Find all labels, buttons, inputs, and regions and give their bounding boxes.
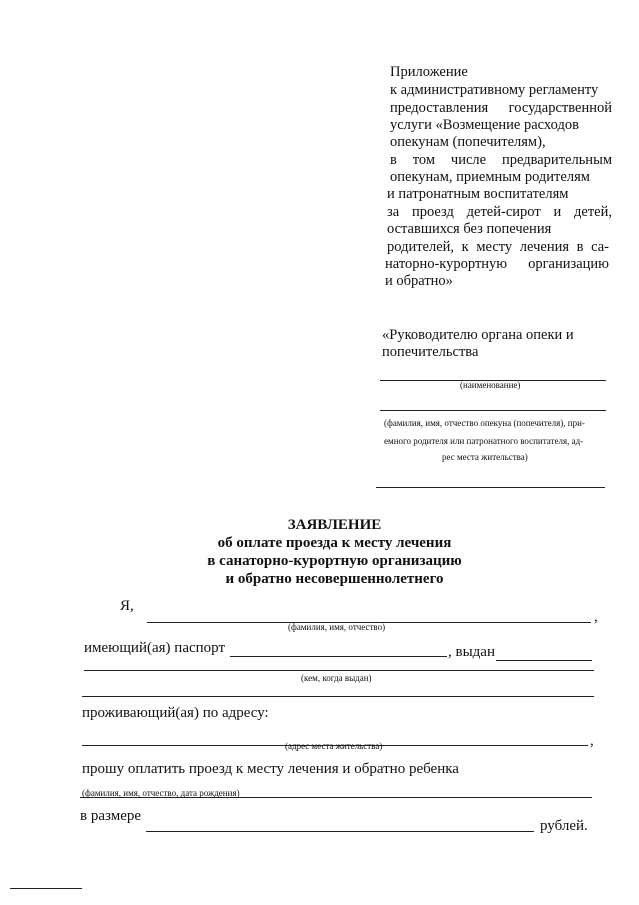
issued-label: , выдан <box>448 644 495 660</box>
request-text: прошу оплатить проезд к месту лечения и обратно ребенка <box>82 761 459 777</box>
caption-guardian: рес места жительства) <box>442 452 528 462</box>
amount-field[interactable] <box>146 831 534 832</box>
appendix-line: за проезд детей-сирот и детей, <box>387 204 612 220</box>
appendix-line: к административному регламенту <box>390 82 599 98</box>
i-label: Я, <box>120 598 134 614</box>
caption-guardian: (фамилия, имя, отчество опекуна (попечителя), при- <box>384 418 585 428</box>
appendix-line: родителей, к месту лечения в са- <box>387 239 609 255</box>
appendix-line: оставшихся без попечения <box>387 221 552 237</box>
issued-field-start[interactable] <box>496 660 592 661</box>
appendix-line: предоставления государственной <box>390 100 612 116</box>
amount-label: в размере <box>80 808 142 824</box>
currency-label: рублей. <box>540 818 588 834</box>
addressee-extra-rule <box>376 487 605 488</box>
issued-field-extra[interactable] <box>82 696 594 697</box>
passport-label: имеющий(ая) паспорт <box>84 640 226 656</box>
issued-field[interactable] <box>84 670 594 671</box>
addressee-guardian-rule <box>380 410 606 411</box>
appendix-line: услуги «Возмещение расходов <box>390 117 579 133</box>
title-line: об оплате проезда к месту лечения <box>217 535 452 551</box>
title-line: ЗАЯВЛЕНИЕ <box>287 517 382 533</box>
addressee-line: попечительства <box>382 344 479 360</box>
caption-name: (наименование) <box>460 380 521 390</box>
appendix-line: опекунам (попечителям), <box>390 134 546 150</box>
passport-field[interactable] <box>230 656 447 657</box>
title-line: и обратно несовершеннолетнего <box>225 571 444 587</box>
caption-guardian: емного родителя или патронатного воспитателя, ад- <box>384 436 584 446</box>
appendix-line: опекунам, приемным родителям <box>390 169 590 185</box>
appendix-line: в том числе предварительным <box>390 152 612 168</box>
appendix-line: наторно-курортную организацию <box>385 256 609 272</box>
residing-label: проживающий(ая) по адресу: <box>82 705 269 721</box>
title-line: в санаторно-курортную организацию <box>207 553 462 569</box>
appendix-line: и патронатным воспитателям <box>387 186 569 202</box>
caption-address: (адрес места жительства) <box>285 741 383 751</box>
caption-issued: (кем, когда выдан) <box>301 673 372 683</box>
address-comma: , <box>590 733 594 749</box>
appendix-line: и обратно» <box>385 273 453 289</box>
addressee-line: «Руководителю органа опеки и <box>382 327 574 343</box>
appendix-line: Приложение <box>390 64 468 80</box>
fio-comma: , <box>594 609 598 625</box>
caption-fio: (фамилия, имя, отчество) <box>288 622 386 632</box>
footnote-separator <box>10 888 82 889</box>
caption-child: (фамилия, имя, отчество, дата рождения) <box>82 788 240 798</box>
